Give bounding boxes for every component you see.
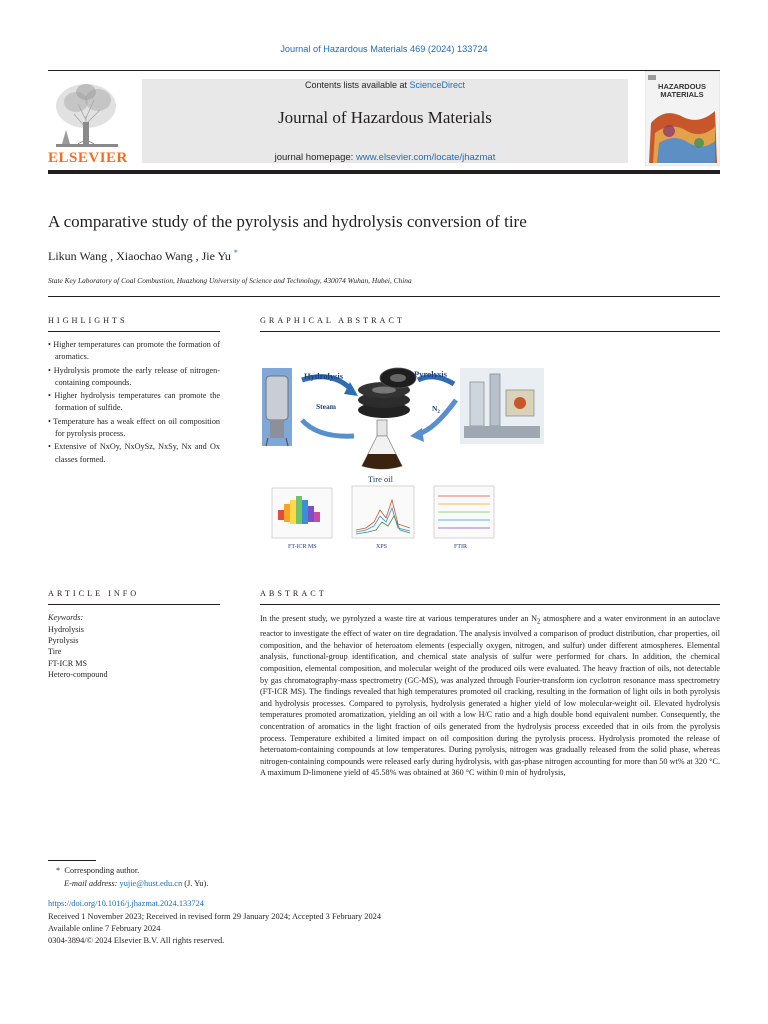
email-owner: (J. Yu).: [184, 879, 209, 888]
oil-flask-icon: [362, 420, 402, 469]
title-block-rule: [48, 296, 720, 297]
highlight-text: Extensive of NxOy, NxOySz, NxSy, Nx and Ox classes formed.: [54, 442, 220, 464]
footnote-rule: [48, 860, 96, 861]
highlights-heading: HIGHLIGHTS: [48, 316, 128, 325]
cover-title-line2: MATERIALS: [660, 90, 704, 99]
graphical-abstract-figure[interactable]: [258, 360, 548, 556]
header-rule-bottom: [48, 170, 720, 174]
journal-title: Journal of Hazardous Materials: [278, 108, 492, 127]
keyword-item: Hetero-compound: [48, 669, 108, 679]
author-2[interactable]: Xiaochao Wang: [116, 249, 193, 263]
publisher-wordmark: ELSEVIER: [48, 150, 128, 166]
highlight-item: • Higher hydrolysis temperatures can promote the formation of sulfide.: [48, 391, 220, 413]
author-separator: ,: [110, 249, 114, 263]
author-separator: ,: [195, 249, 199, 263]
author-1[interactable]: Likun Wang: [48, 249, 108, 263]
highlight-item: • Hydrolysis promote the early release of nitrogen-containing compounds.: [48, 365, 220, 387]
pyrolysis-label: Pyrolysis: [414, 369, 447, 379]
homepage-link[interactable]: www.elsevier.com/locate/jhazmat: [355, 152, 496, 163]
highlight-text: Higher hydrolysis temperatures can promote the formation of sulfide.: [54, 391, 220, 413]
email-link[interactable]: yujie@hust.edu.cn: [119, 879, 183, 888]
hydrolysis-label: Hydrolysis: [304, 371, 344, 381]
xps-label: XPS: [376, 544, 388, 550]
article-info-rule: [48, 604, 220, 605]
keywords-list: [48, 624, 108, 680]
xps-plot-thumbnail: [352, 486, 414, 538]
highlight-text: Temperature has a weak effect on oil composition for pyrolysis process.: [53, 416, 221, 439]
abstract-part-2: atmosphere and a water environment in an autoclave reactor to investigate the effect of water on tire degradation. The analysis involved a comparison of product distribution, char properties, oil composition, and the behavior of heteroatom elements (especially oxygen, nitrogen, and sulfur) under different atmospheres. Elemental analysis, functional-group identification, and chemical state analysis of sulfur were performed for chars. In addition, the chemical composition, elemental composition, and molecular weight of the produced oils were evaluated. The heavy fraction of oils, not detectable by gas chromatography-mass spectrometry (GC-MS), was analyzed through Fourier-transform ion cyclotron resonance mass spectrometry (FT-ICR MS). The findings revealed that high temperatures promoted oil cracking, resulting in the formation of light oils in both pyrolysis and hydrolysis processes. Compared to pyrolysis, hydrolysis generated a higher yield of low molecular-weight oil. Elevated hydrolysis temperatures promoted aromatization, yielding an oil with a low H/C ratio and a high double bond equivalent number. Consequently, the concentration of aromatics in the light fraction of oils generated from the hydrolysis process exceeded that in oils from the pyrolysis process. Temperature exhibited a limited impact on oil composition during the pyrolysis process. Hydrolysis promoted the release of heteroatom-containing compounds at low temperatures. During pyrolysis, nitrogen was gradually released from the solid phase, whereas nitrogen-containing compounds were released early during hydrolysis, with gas-phase nitrogen accounting for more than 50 wt% at 320 °C. A maximum D-limonene yield of 45.58% was obtained at 360 °C within 0 min of hydrolysis,: [260, 614, 720, 778]
highlights-rule: [48, 331, 220, 332]
email-note: [64, 879, 208, 888]
pyrolysis-apparatus-icon: [460, 368, 544, 444]
contents-line: [142, 80, 628, 90]
doi-link[interactable]: https://doi.org/10.1016/j.jhazmat.2024.133724: [48, 899, 204, 908]
corresponding-label: Corresponding author.: [64, 866, 140, 875]
tire-stack-icon: [358, 368, 416, 418]
keyword-item: Pyrolysis: [48, 636, 79, 646]
journal-citation-link[interactable]: Journal of Hazardous Materials 469 (2024) 133724: [280, 44, 488, 54]
received-dates: Received 1 November 2023; Received in revised form 29 January 2024; Accepted 3 February 2024: [48, 912, 382, 921]
keyword-item: Tire: [48, 647, 62, 657]
journal-cover-thumbnail[interactable]: [645, 71, 720, 166]
author-list: [48, 248, 238, 264]
header-rule-top: [48, 70, 720, 71]
highlight-text: Hydrolysis promote the early release of nitrogen-containing compounds.: [53, 365, 220, 387]
autoclave-reactor-icon: [262, 368, 292, 446]
n2-label: $N_2$: [432, 404, 440, 415]
sciencedirect-link[interactable]: ScienceDirect: [409, 80, 466, 90]
graphical-abstract-heading: GRAPHICAL ABSTRACT: [260, 316, 405, 325]
keywords-label: Keywords:: [48, 613, 84, 622]
highlight-item: • Extensive of NxOy, NxOySz, NxSy, Nx and Ox classes formed.: [48, 442, 220, 464]
ft-icr-ms-plot-thumbnail: [272, 488, 332, 538]
abstract-part-1: In the present study, we pyrolyzed a waste tire at various temperatures under an N: [260, 614, 538, 623]
article-info-heading: ARTICLE INFO: [48, 589, 140, 598]
highlights-list: [48, 339, 220, 467]
highlight-item: • Temperature has a weak effect on oil composition for pyrolysis process.: [48, 416, 221, 439]
corresponding-author-note: [56, 866, 139, 875]
abstract-text: [260, 613, 720, 779]
highlight-item: • Higher temperatures can promote the formation of aromatics.: [48, 340, 220, 362]
copyright-line: 0304-3894/© 2024 Elsevier B.V. All rights reserved.: [48, 936, 225, 945]
corresponding-author-mark[interactable]: *: [233, 248, 238, 257]
footnote-mark: *: [56, 866, 61, 875]
ftir-label: FTIR: [454, 544, 468, 550]
keyword-item: FT-ICR MS: [48, 658, 88, 668]
arrow-left-icon: [410, 428, 424, 442]
tire-oil-label: Tire oil: [368, 474, 393, 484]
ft-icr-ms-label: FT-ICR MS: [288, 544, 317, 550]
highlight-text: Higher temperatures can promote the formation of aromatics.: [53, 340, 220, 362]
steam-label: Steam: [316, 402, 336, 411]
article-title: A comparative study of the pyrolysis and hydrolysis conversion of tire: [48, 212, 527, 231]
contents-prefix: Contents lists available at: [304, 80, 410, 90]
keyword-item: Hydrolysis: [48, 625, 84, 634]
ftir-plot-thumbnail: [434, 486, 494, 538]
affiliation: State Key Laboratory of Coal Combustion, Huazhong University of Science and Technology, 430074 Wuhan, Hubei, China: [48, 276, 412, 285]
cover-title-line1: HAZARDOUS: [658, 82, 706, 91]
online-date: Available online 7 February 2024: [48, 924, 161, 933]
abstract-rule: [260, 604, 720, 605]
email-label: E-mail address:: [64, 879, 118, 888]
homepage-line: [142, 152, 628, 163]
homepage-prefix: journal homepage:: [274, 152, 356, 163]
author-3[interactable]: Jie Yu: [201, 249, 231, 263]
abstract-heading: ABSTRACT: [260, 589, 327, 598]
graphical-abstract-rule: [260, 331, 720, 332]
abstract-subscript: 2: [537, 618, 541, 626]
